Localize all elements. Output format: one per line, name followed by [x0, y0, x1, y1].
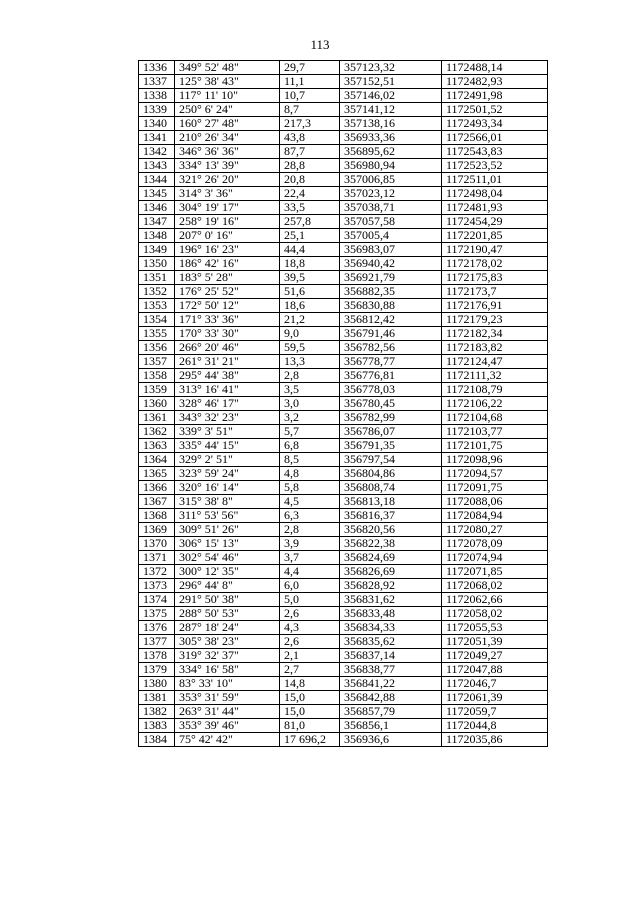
y-coordinate-cell: 1172055,53 [442, 621, 548, 635]
y-coordinate-cell: 1172101,75 [442, 439, 548, 453]
x-coordinate-cell: 356824,69 [340, 551, 442, 565]
point-number-cell: 1378 [139, 649, 175, 663]
y-coordinate-cell: 1172498,04 [442, 187, 548, 201]
distance-cell: 10,7 [280, 89, 340, 103]
x-coordinate-cell: 357038,71 [340, 201, 442, 215]
distance-cell: 5,8 [280, 481, 340, 495]
table-row [139, 299, 548, 313]
point-number-cell: 1350 [139, 257, 175, 271]
point-number-cell: 1363 [139, 439, 175, 453]
bearing-cell: 306° 15' 13" [175, 537, 280, 551]
x-coordinate-cell: 356983,07 [340, 243, 442, 257]
bearing-cell: 353° 39' 46" [175, 719, 280, 733]
x-coordinate-cell: 356820,56 [340, 523, 442, 537]
distance-cell: 15,0 [280, 705, 340, 719]
bearing-cell: 83° 33' 10" [175, 677, 280, 691]
table-row [139, 285, 548, 299]
bearing-cell: 334° 13' 39" [175, 159, 280, 173]
point-number-cell: 1380 [139, 677, 175, 691]
y-coordinate-cell: 1172523,52 [442, 159, 548, 173]
bearing-cell: 160° 27' 48" [175, 117, 280, 131]
bearing-cell: 250° 6' 24" [175, 103, 280, 117]
x-coordinate-cell: 356856,1 [340, 719, 442, 733]
x-coordinate-cell: 356804,86 [340, 467, 442, 481]
point-number-cell: 1379 [139, 663, 175, 677]
distance-cell: 39,5 [280, 271, 340, 285]
point-number-cell: 1356 [139, 341, 175, 355]
y-coordinate-cell: 1172047,88 [442, 663, 548, 677]
table-row [139, 495, 548, 509]
table-row [139, 663, 548, 677]
x-coordinate-cell: 356834,33 [340, 621, 442, 635]
point-number-cell: 1341 [139, 131, 175, 145]
bearing-cell: 258° 19' 16" [175, 215, 280, 229]
distance-cell: 81,0 [280, 719, 340, 733]
x-coordinate-cell: 357006,85 [340, 173, 442, 187]
bearing-cell: 183° 5' 28" [175, 271, 280, 285]
y-coordinate-cell: 1172071,85 [442, 565, 548, 579]
y-coordinate-cell: 1172046,7 [442, 677, 548, 691]
bearing-cell: 263° 31' 44" [175, 705, 280, 719]
bearing-cell: 186° 42' 16" [175, 257, 280, 271]
y-coordinate-cell: 1172058,02 [442, 607, 548, 621]
bearing-cell: 343° 32' 23" [175, 411, 280, 425]
distance-cell: 13,3 [280, 355, 340, 369]
distance-cell: 17 696,2 [280, 733, 340, 747]
distance-cell: 4,5 [280, 495, 340, 509]
table-row [139, 173, 548, 187]
bearing-cell: 311° 53' 56" [175, 509, 280, 523]
distance-cell: 20,8 [280, 173, 340, 187]
table-row [139, 313, 548, 327]
y-coordinate-cell: 1172106,22 [442, 397, 548, 411]
table-row [139, 719, 548, 733]
y-coordinate-cell: 1172493,34 [442, 117, 548, 131]
distance-cell: 257,8 [280, 215, 340, 229]
table-row [139, 131, 548, 145]
point-number-cell: 1342 [139, 145, 175, 159]
bearing-cell: 334° 16' 58" [175, 663, 280, 677]
distance-cell: 3,2 [280, 411, 340, 425]
point-number-cell: 1353 [139, 299, 175, 313]
table-row [139, 411, 548, 425]
point-number-cell: 1358 [139, 369, 175, 383]
point-number-cell: 1344 [139, 173, 175, 187]
x-coordinate-cell: 356812,42 [340, 313, 442, 327]
table-row [139, 327, 548, 341]
bearing-cell: 339° 3' 51" [175, 425, 280, 439]
x-coordinate-cell: 356813,18 [340, 495, 442, 509]
table-row [139, 509, 548, 523]
distance-cell: 25,1 [280, 229, 340, 243]
table-row [139, 537, 548, 551]
point-number-cell: 1347 [139, 215, 175, 229]
point-number-cell: 1375 [139, 607, 175, 621]
distance-cell: 3,9 [280, 537, 340, 551]
table-row [139, 691, 548, 705]
y-coordinate-cell: 1172488,14 [442, 61, 548, 75]
bearing-cell: 75° 42' 42" [175, 733, 280, 747]
distance-cell: 22,4 [280, 187, 340, 201]
point-number-cell: 1351 [139, 271, 175, 285]
point-number-cell: 1376 [139, 621, 175, 635]
table-row [139, 677, 548, 691]
y-coordinate-cell: 1172481,93 [442, 201, 548, 215]
y-coordinate-cell: 1172068,02 [442, 579, 548, 593]
distance-cell: 2,8 [280, 523, 340, 537]
coordinates-table [138, 60, 548, 747]
bearing-cell: 296° 44' 8" [175, 579, 280, 593]
table-row [139, 635, 548, 649]
y-coordinate-cell: 1172183,82 [442, 341, 548, 355]
distance-cell: 3,0 [280, 397, 340, 411]
x-coordinate-cell: 356786,07 [340, 425, 442, 439]
y-coordinate-cell: 1172111,32 [442, 369, 548, 383]
table-row [139, 257, 548, 271]
bearing-cell: 287° 18' 24" [175, 621, 280, 635]
bearing-cell: 176° 25' 52" [175, 285, 280, 299]
x-coordinate-cell: 356782,56 [340, 341, 442, 355]
y-coordinate-cell: 1172190,47 [442, 243, 548, 257]
distance-cell: 18,6 [280, 299, 340, 313]
y-coordinate-cell: 1172061,39 [442, 691, 548, 705]
y-coordinate-cell: 1172080,27 [442, 523, 548, 537]
point-number-cell: 1367 [139, 495, 175, 509]
y-coordinate-cell: 1172543,83 [442, 145, 548, 159]
point-number-cell: 1366 [139, 481, 175, 495]
x-coordinate-cell: 356831,62 [340, 593, 442, 607]
distance-cell: 9,0 [280, 327, 340, 341]
y-coordinate-cell: 1172454,29 [442, 215, 548, 229]
distance-cell: 18,8 [280, 257, 340, 271]
y-coordinate-cell: 1172035,86 [442, 733, 548, 747]
x-coordinate-cell: 356816,37 [340, 509, 442, 523]
point-number-cell: 1383 [139, 719, 175, 733]
table-row [139, 383, 548, 397]
table-row [139, 733, 548, 747]
distance-cell: 14,8 [280, 677, 340, 691]
distance-cell: 21,2 [280, 313, 340, 327]
bearing-cell: 261° 31' 21" [175, 355, 280, 369]
x-coordinate-cell: 356808,74 [340, 481, 442, 495]
bearing-cell: 171° 33' 36" [175, 313, 280, 327]
y-coordinate-cell: 1172511,01 [442, 173, 548, 187]
distance-cell: 5,7 [280, 425, 340, 439]
y-coordinate-cell: 1172108,79 [442, 383, 548, 397]
x-coordinate-cell: 356838,77 [340, 663, 442, 677]
table-row [139, 159, 548, 173]
table-row [139, 117, 548, 131]
y-coordinate-cell: 1172175,83 [442, 271, 548, 285]
bearing-cell: 300° 12' 35" [175, 565, 280, 579]
table-row [139, 187, 548, 201]
point-number-cell: 1364 [139, 453, 175, 467]
table-row [139, 103, 548, 117]
point-number-cell: 1352 [139, 285, 175, 299]
bearing-cell: 207° 0' 16" [175, 229, 280, 243]
bearing-cell: 288° 50' 53" [175, 607, 280, 621]
y-coordinate-cell: 1172094,57 [442, 467, 548, 481]
table-row [139, 607, 548, 621]
y-coordinate-cell: 1172491,98 [442, 89, 548, 103]
table-row [139, 89, 548, 103]
y-coordinate-cell: 1172074,94 [442, 551, 548, 565]
y-coordinate-cell: 1172091,75 [442, 481, 548, 495]
distance-cell: 3,7 [280, 551, 340, 565]
y-coordinate-cell: 1172044,8 [442, 719, 548, 733]
x-coordinate-cell: 356830,88 [340, 299, 442, 313]
point-number-cell: 1372 [139, 565, 175, 579]
distance-cell: 2,6 [280, 635, 340, 649]
bearing-cell: 309° 51' 26" [175, 523, 280, 537]
table-row [139, 523, 548, 537]
distance-cell: 44,4 [280, 243, 340, 257]
y-coordinate-cell: 1172084,94 [442, 509, 548, 523]
table-row [139, 621, 548, 635]
point-number-cell: 1343 [139, 159, 175, 173]
bearing-cell: 328° 46' 17" [175, 397, 280, 411]
distance-cell: 4,8 [280, 467, 340, 481]
point-number-cell: 1340 [139, 117, 175, 131]
point-number-cell: 1359 [139, 383, 175, 397]
table-row [139, 593, 548, 607]
x-coordinate-cell: 356791,35 [340, 439, 442, 453]
distance-cell: 15,0 [280, 691, 340, 705]
x-coordinate-cell: 357023,12 [340, 187, 442, 201]
bearing-cell: 305° 38' 23" [175, 635, 280, 649]
table-row [139, 565, 548, 579]
y-coordinate-cell: 1172051,39 [442, 635, 548, 649]
distance-cell: 28,8 [280, 159, 340, 173]
x-coordinate-cell: 356780,45 [340, 397, 442, 411]
x-coordinate-cell: 357005,4 [340, 229, 442, 243]
coordinates-table-body [139, 61, 548, 747]
bearing-cell: 320° 16' 14" [175, 481, 280, 495]
table-row [139, 355, 548, 369]
x-coordinate-cell: 357138,16 [340, 117, 442, 131]
table-row [139, 397, 548, 411]
y-coordinate-cell: 1172104,68 [442, 411, 548, 425]
table-row [139, 243, 548, 257]
table-row [139, 425, 548, 439]
table-row [139, 705, 548, 719]
distance-cell: 2,6 [280, 607, 340, 621]
bearing-cell: 210° 26' 34" [175, 131, 280, 145]
point-number-cell: 1362 [139, 425, 175, 439]
point-number-cell: 1345 [139, 187, 175, 201]
x-coordinate-cell: 356933,36 [340, 131, 442, 145]
bearing-cell: 353° 31' 59" [175, 691, 280, 705]
point-number-cell: 1336 [139, 61, 175, 75]
point-number-cell: 1346 [139, 201, 175, 215]
table-row [139, 439, 548, 453]
x-coordinate-cell: 356826,69 [340, 565, 442, 579]
y-coordinate-cell: 1172182,34 [442, 327, 548, 341]
y-coordinate-cell: 1172103,77 [442, 425, 548, 439]
y-coordinate-cell: 1172566,01 [442, 131, 548, 145]
table-row [139, 229, 548, 243]
distance-cell: 43,8 [280, 131, 340, 145]
point-number-cell: 1357 [139, 355, 175, 369]
point-number-cell: 1368 [139, 509, 175, 523]
x-coordinate-cell: 356822,38 [340, 537, 442, 551]
table-row [139, 75, 548, 89]
x-coordinate-cell: 356940,42 [340, 257, 442, 271]
table-row [139, 271, 548, 285]
distance-cell: 2,1 [280, 649, 340, 663]
table-row [139, 341, 548, 355]
x-coordinate-cell: 357057,58 [340, 215, 442, 229]
y-coordinate-cell: 1172078,09 [442, 537, 548, 551]
x-coordinate-cell: 356882,35 [340, 285, 442, 299]
table-row [139, 145, 548, 159]
x-coordinate-cell: 357123,32 [340, 61, 442, 75]
bearing-cell: 125° 38' 43" [175, 75, 280, 89]
table-row [139, 61, 548, 75]
x-coordinate-cell: 356835,62 [340, 635, 442, 649]
point-number-cell: 1374 [139, 593, 175, 607]
distance-cell: 217,3 [280, 117, 340, 131]
point-number-cell: 1349 [139, 243, 175, 257]
distance-cell: 59,5 [280, 341, 340, 355]
table-row [139, 369, 548, 383]
y-coordinate-cell: 1172176,91 [442, 299, 548, 313]
bearing-cell: 314° 3' 36" [175, 187, 280, 201]
table-row [139, 649, 548, 663]
distance-cell: 6,0 [280, 579, 340, 593]
bearing-cell: 302° 54' 46" [175, 551, 280, 565]
bearing-cell: 291° 50' 38" [175, 593, 280, 607]
x-coordinate-cell: 356895,62 [340, 145, 442, 159]
distance-cell: 4,4 [280, 565, 340, 579]
point-number-cell: 1381 [139, 691, 175, 705]
distance-cell: 51,6 [280, 285, 340, 299]
distance-cell: 5,0 [280, 593, 340, 607]
table-row [139, 453, 548, 467]
x-coordinate-cell: 356782,99 [340, 411, 442, 425]
x-coordinate-cell: 356828,92 [340, 579, 442, 593]
bearing-cell: 313° 16' 41" [175, 383, 280, 397]
x-coordinate-cell: 356778,03 [340, 383, 442, 397]
point-number-cell: 1369 [139, 523, 175, 537]
x-coordinate-cell: 356797,54 [340, 453, 442, 467]
bearing-cell: 117° 11' 10" [175, 89, 280, 103]
bearing-cell: 335° 44' 15" [175, 439, 280, 453]
table-row [139, 467, 548, 481]
point-number-cell: 1354 [139, 313, 175, 327]
bearing-cell: 319° 32' 37" [175, 649, 280, 663]
bearing-cell: 196° 16' 23" [175, 243, 280, 257]
x-coordinate-cell: 356842,88 [340, 691, 442, 705]
point-number-cell: 1338 [139, 89, 175, 103]
bearing-cell: 321° 26' 20" [175, 173, 280, 187]
y-coordinate-cell: 1172124,47 [442, 355, 548, 369]
bearing-cell: 172° 50' 12" [175, 299, 280, 313]
y-coordinate-cell: 1172178,02 [442, 257, 548, 271]
distance-cell: 8,7 [280, 103, 340, 117]
point-number-cell: 1377 [139, 635, 175, 649]
x-coordinate-cell: 356791,46 [340, 327, 442, 341]
distance-cell: 11,1 [280, 75, 340, 89]
bearing-cell: 323° 59' 24" [175, 467, 280, 481]
bearing-cell: 304° 19' 17" [175, 201, 280, 215]
y-coordinate-cell: 1172501,52 [442, 103, 548, 117]
x-coordinate-cell: 356837,14 [340, 649, 442, 663]
point-number-cell: 1365 [139, 467, 175, 481]
point-number-cell: 1370 [139, 537, 175, 551]
x-coordinate-cell: 357141,12 [340, 103, 442, 117]
bearing-cell: 266° 20' 46" [175, 341, 280, 355]
y-coordinate-cell: 1172062,66 [442, 593, 548, 607]
page-number: 113 [310, 37, 330, 52]
distance-cell: 2,8 [280, 369, 340, 383]
y-coordinate-cell: 1172098,96 [442, 453, 548, 467]
point-number-cell: 1373 [139, 579, 175, 593]
point-number-cell: 1361 [139, 411, 175, 425]
point-number-cell: 1348 [139, 229, 175, 243]
distance-cell: 4,3 [280, 621, 340, 635]
x-coordinate-cell: 356776,81 [340, 369, 442, 383]
y-coordinate-cell: 1172482,93 [442, 75, 548, 89]
distance-cell: 3,5 [280, 383, 340, 397]
table-row [139, 579, 548, 593]
y-coordinate-cell: 1172059,7 [442, 705, 548, 719]
distance-cell: 6,3 [280, 509, 340, 523]
point-number-cell: 1384 [139, 733, 175, 747]
x-coordinate-cell: 356857,79 [340, 705, 442, 719]
distance-cell: 8,5 [280, 453, 340, 467]
bearing-cell: 170° 33' 30" [175, 327, 280, 341]
point-number-cell: 1355 [139, 327, 175, 341]
y-coordinate-cell: 1172201,85 [442, 229, 548, 243]
x-coordinate-cell: 356936,6 [340, 733, 442, 747]
y-coordinate-cell: 1172173,7 [442, 285, 548, 299]
x-coordinate-cell: 356833,48 [340, 607, 442, 621]
bearing-cell: 295° 44' 38" [175, 369, 280, 383]
table-row [139, 481, 548, 495]
distance-cell: 33,5 [280, 201, 340, 215]
distance-cell: 2,7 [280, 663, 340, 677]
x-coordinate-cell: 356921,79 [340, 271, 442, 285]
point-number-cell: 1360 [139, 397, 175, 411]
x-coordinate-cell: 357146,02 [340, 89, 442, 103]
distance-cell: 29,7 [280, 61, 340, 75]
distance-cell: 87,7 [280, 145, 340, 159]
bearing-cell: 346° 36' 36" [175, 145, 280, 159]
bearing-cell: 329° 2' 51" [175, 453, 280, 467]
y-coordinate-cell: 1172088,06 [442, 495, 548, 509]
y-coordinate-cell: 1172179,23 [442, 313, 548, 327]
bearing-cell: 349° 52' 48" [175, 61, 280, 75]
x-coordinate-cell: 356841,22 [340, 677, 442, 691]
table-row [139, 201, 548, 215]
table-row [139, 551, 548, 565]
point-number-cell: 1339 [139, 103, 175, 117]
point-number-cell: 1382 [139, 705, 175, 719]
distance-cell: 6,8 [280, 439, 340, 453]
x-coordinate-cell: 356980,94 [340, 159, 442, 173]
point-number-cell: 1337 [139, 75, 175, 89]
table-row [139, 215, 548, 229]
x-coordinate-cell: 357152,51 [340, 75, 442, 89]
point-number-cell: 1371 [139, 551, 175, 565]
bearing-cell: 315° 38' 8" [175, 495, 280, 509]
x-coordinate-cell: 356778,77 [340, 355, 442, 369]
y-coordinate-cell: 1172049,27 [442, 649, 548, 663]
